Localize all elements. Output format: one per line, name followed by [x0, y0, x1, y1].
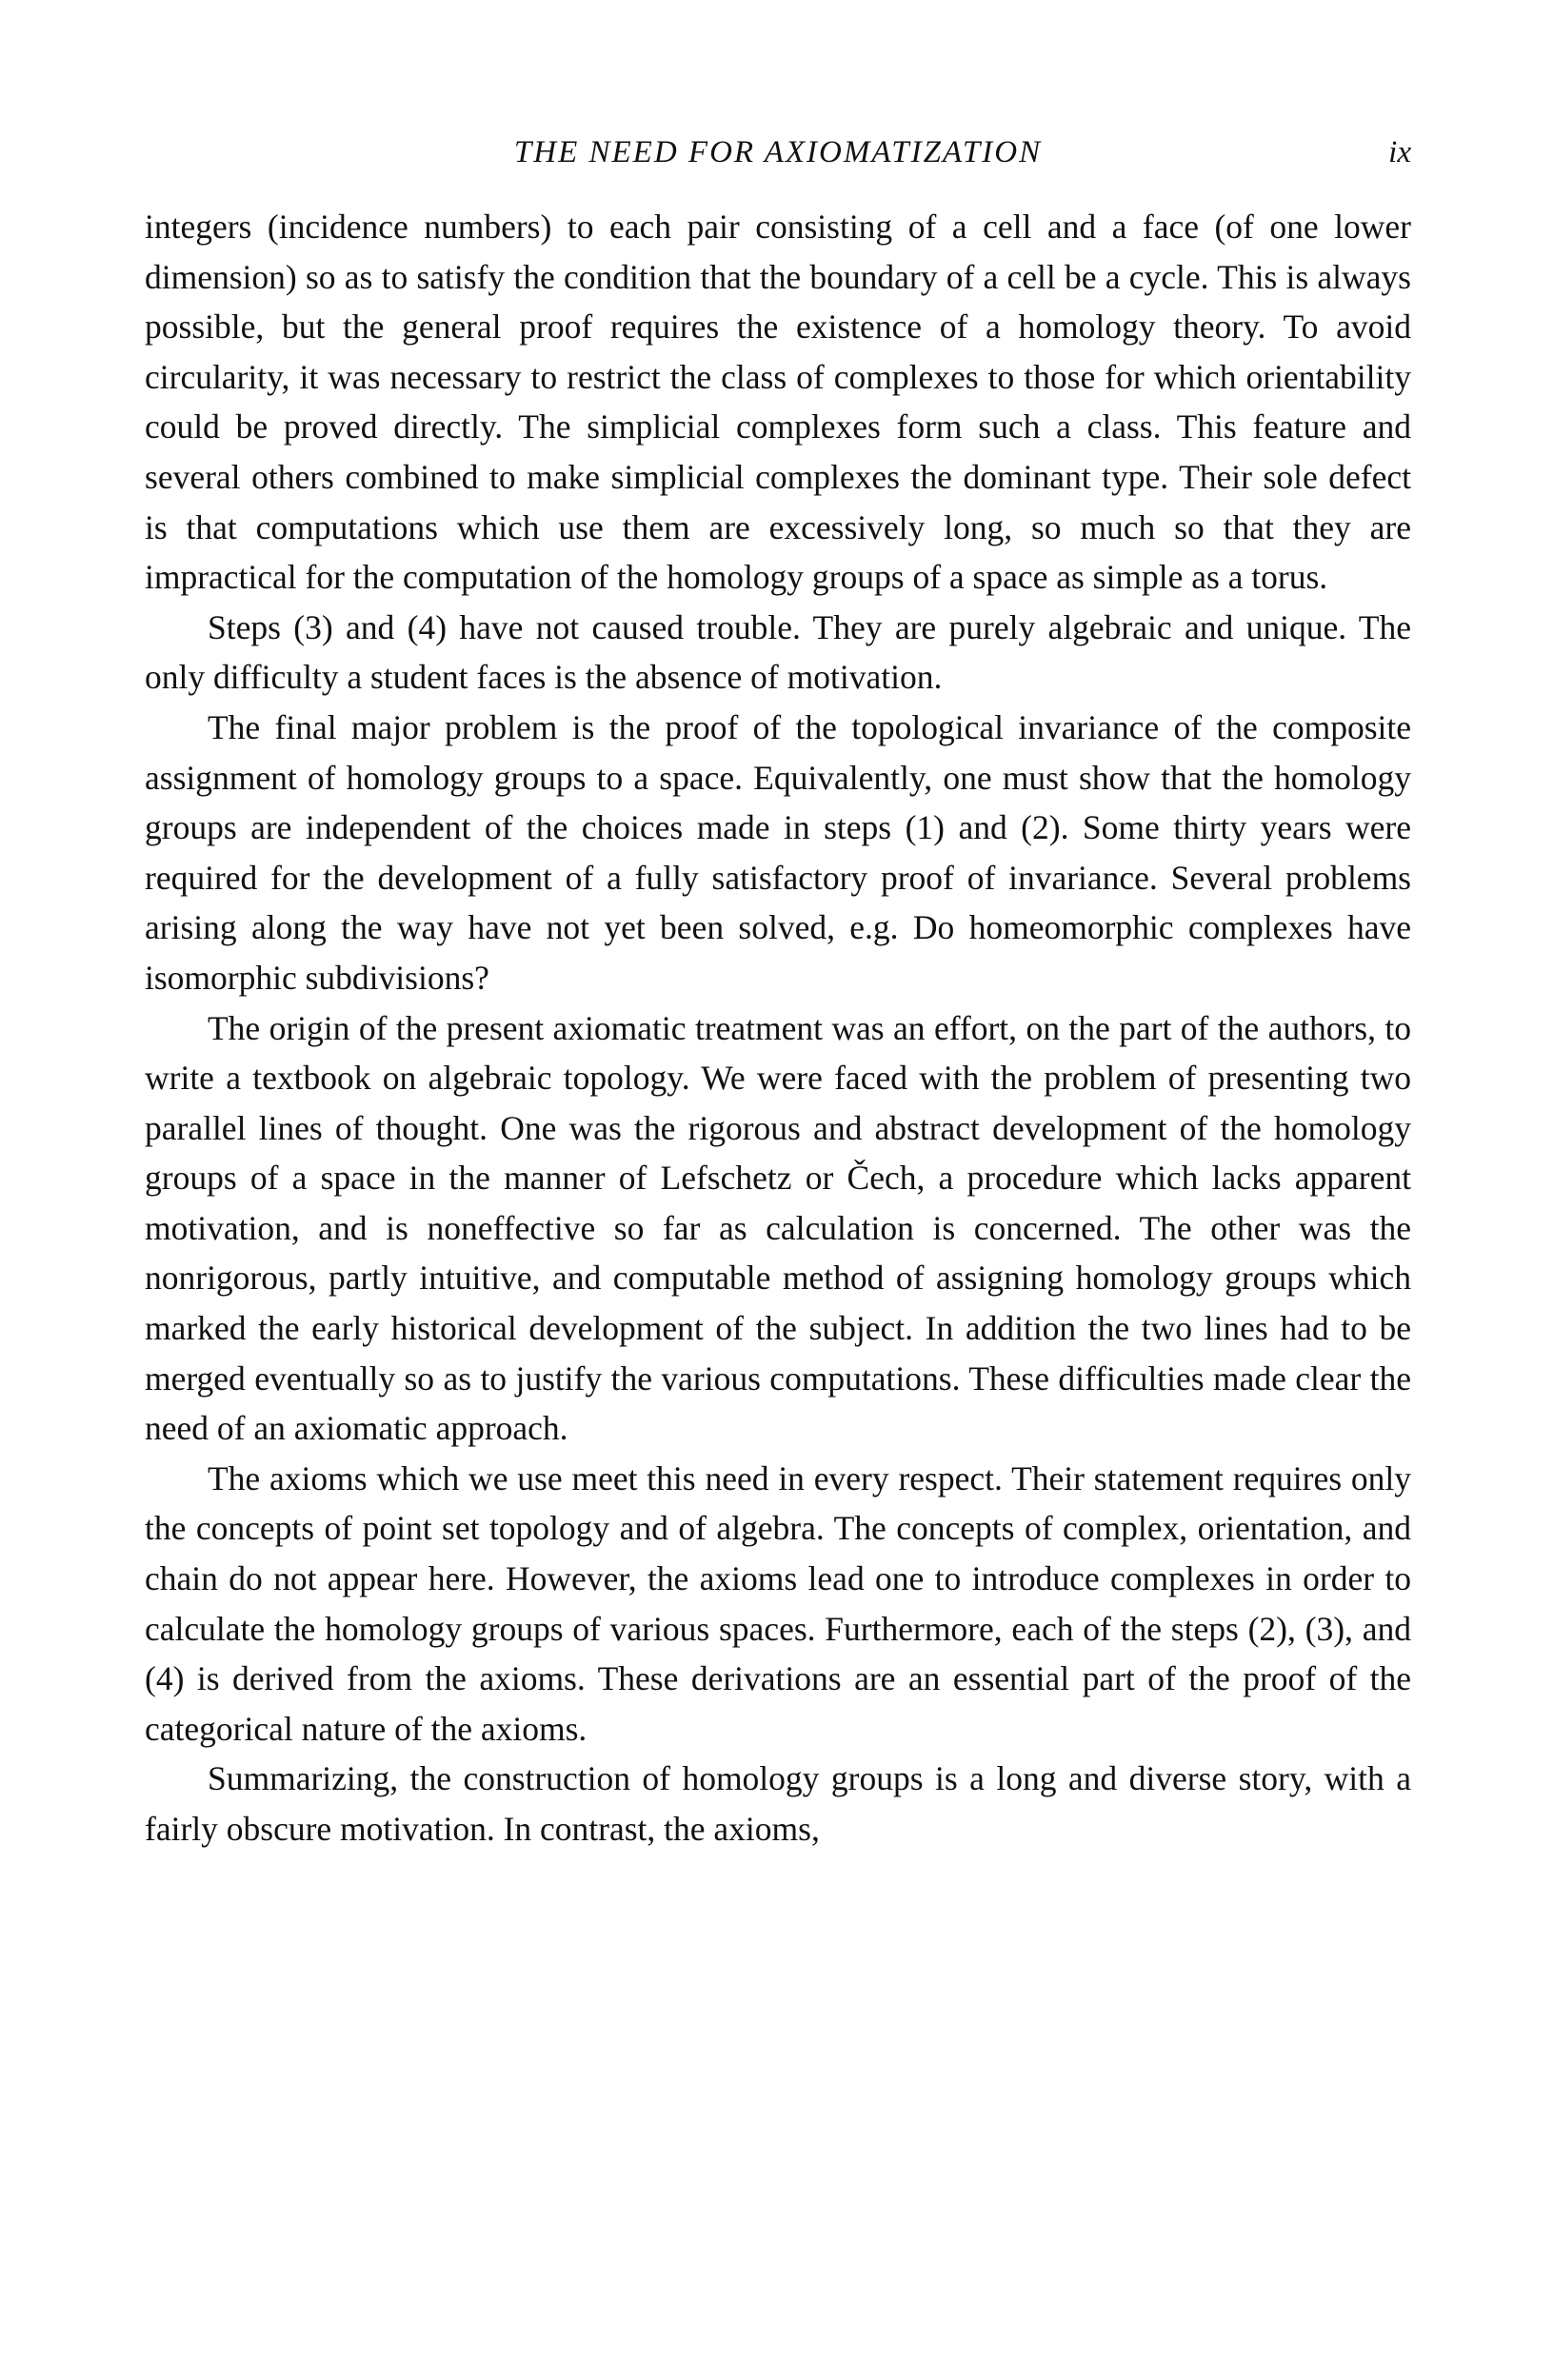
paragraph-steps-3-4: Steps (3) and (4) have not caused trouble. They are purely algebraic and unique. The only difficulty a student faces is the absence of motivation.: [145, 607, 1411, 697]
paragraph-origin: The origin of the present axiomatic treatment was an effort, on the part of the authors, to write a textbook on algebraic topology. We were faced with the problem of presenting two parallel lines of thought. One was the rigorous and abstract development of the homology groups of a space in the manner of Lefschetz or Čech, a procedure which lacks apparent motivation, and is noneffective so far as calculation is concerned. The other was the nonrigorous, partly intuitive, and computable method of assigning homology groups which marked the early historical development of the subject. In addition the two lines had to be merged eventually so as to justify the various computations. These difficulties made clear the need of an axiomatic approach.: [145, 1008, 1411, 1448]
paragraph-summary: Summarizing, the construction of homology groups is a long and diverse story, with a fairly obscure motivation. In contrast, the axioms,: [145, 1759, 1411, 1848]
page-number: ix: [1388, 135, 1411, 169]
paragraph-axioms: The axioms which we use meet this need in every respect. Their statement requires only the concepts of point set topology and of algebra. The concepts of complex, orientation, and chain do not appear here. However, the axioms lead one to introduce complexes in order to calculate the homology groups of various spaces. Furthermore, each of the steps (2), (3), and (4) is derived from the axioms. These derivations are an essential part of the proof of the categorical nature of the axioms.: [145, 1458, 1411, 1748]
page-header: [145, 133, 1411, 181]
running-title: THE NEED FOR AXIOMATIZATION: [513, 135, 1043, 169]
paragraph-invariance: The final major problem is the proof of the topological invariance of the composite assignment of homology groups to a space. Equivalently, one must show that the homology groups are independent of the choices made in steps (1) and (2). Some thirty years were required for the development of a fully satisfactory proof of invariance. Several problems arising along the way have not yet been solved, e.g. Do homeomorphic complexes have isomorphic subdivisions?: [145, 707, 1411, 997]
body-text: [145, 202, 1411, 1854]
paragraph-continuation: integers (incidence numbers) to each pair consisting of a cell and a face (of one lower dimension) so as to satisfy the condition that the boundary of a cell be a cycle. This is always possible, but the general proof requires the existence of a homology theory. To avoid circularity, it was necessary to restrict the class of complexes to those for which orientability could be proved directly. The simplicial complexes form such a class. This feature and several others combined to make simplicial complexes the dominant type. Their sole defect is that computations which use them are excessively long, so much so that they are impractical for the computation of the homology groups of a space as simple as a torus.: [145, 208, 1411, 597]
book-page: [145, 133, 1411, 1854]
